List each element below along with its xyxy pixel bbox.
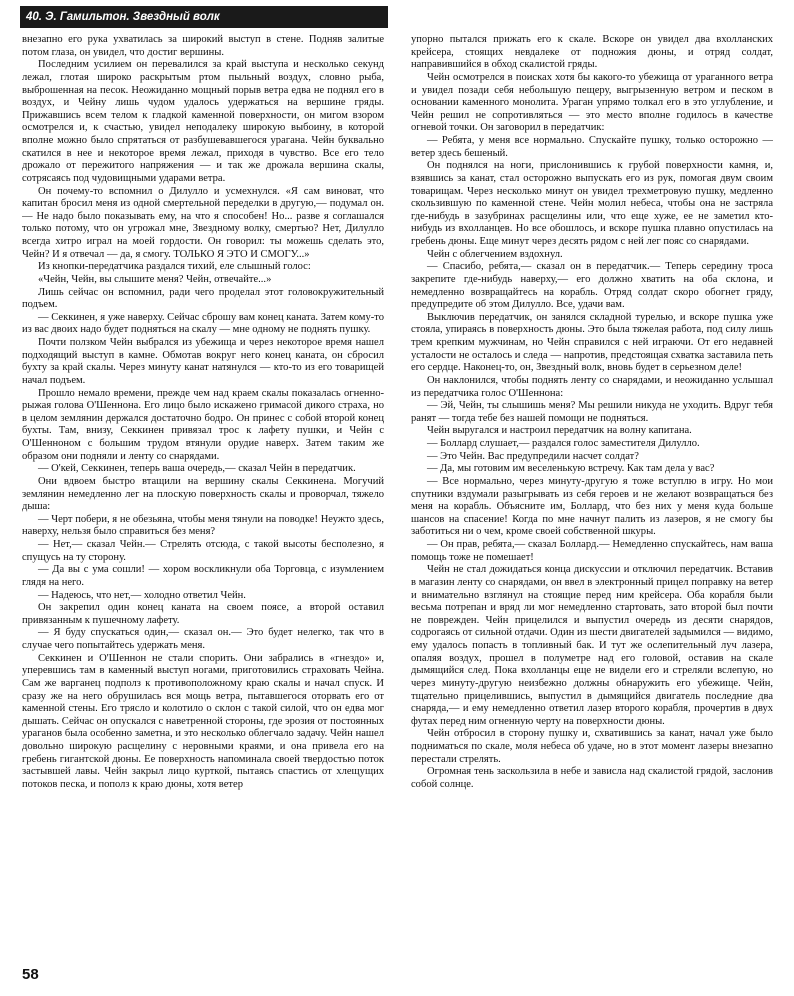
page-number: 58 — [22, 966, 39, 983]
paragraph: «Чейн, Чейн, вы слышите меня? Чейн, отвечайте...» — [38, 273, 272, 285]
paragraph: Чейн не стал дожидаться конца дискуссии и отключил передатчик. Вставив в магазин ленту со снарядами, он ввел в электронный прицел поправку на ветер и внимательно взглянул на стоящие перед ним крейсера. Оба корабля были весьма потрепан и вряд ли мог немедленно стартовать, зато второй был почти не поврежден. Чейн прицелился и выпустил очередь из десяти снарядов, содрогаясь от сильной отдачи. Один из шести двигателей задымился — видимо, ему удалось попасть в топливный бак. И тут же ослепительный луч лазера, опаляя воздух, прошел в полуметре над его головой, оставив на скале дымящийся след. Пока вхолланцы еще не видели его и стреляли вслепую, но через минуту-другую неизбежно должны обнаружить его убежище. Чейн, тщательно прицелившись, выпустил в дымящийся двигатель последние два снаряда,— и ему немедленно ответил лазер второго корабля, прочертив в двух футах перед ним огненную черту на поверхности дюны. — [411, 564, 773, 727]
paragraph: Он закрепил один конец каната на своем поясе, а второй оставил привязанным к пушечному лафету. — [22, 602, 384, 626]
paragraph: — Да, мы готовим им веселенькую встречу. Как там дела у вас? — [427, 463, 715, 475]
paragraph: — Эй, Чейн, ты слышишь меня? Мы решили никуда не уходить. Вдруг тебя ранят — тогда тебе без нашей помощи не подняться. — [411, 400, 773, 424]
paragraph: Чейн отбросил в сторону пушку и, схватившись за канат, начал уже было подниматься по скале, моля небеса об удаче, но в этот момент лазеры внезапно перестали стрелять. — [411, 728, 773, 765]
running-header — [20, 6, 388, 28]
running-header-title: 40. Э. Гамильтон. Звездный волк — [26, 11, 220, 23]
paragraph: Огромная тень заскользила в небе и зависла над скалистой грядой, заслонив собой солнце. — [411, 766, 773, 790]
paragraph: — Ребята, у меня все нормально. Спускайте пушку, только осторожно — ветер здесь бешеный. — [411, 135, 773, 159]
paragraph: — Все нормально, через минуту-другую я тоже вступлю в игру. Но мои спутники вздумали разыгрывать из себя героев и не желают возвращаться без меня на корабль. Объясните им, Боллард, что без них у меня куда больше шансов на спасение! Когда по мне начнут палить из лазеров, я не смогу бы заботиться ни о чем, кроме своей собственной шкуры. — [411, 475, 773, 538]
paragraph: Он почему-то вспомнил о Дилулло и усмехнулся. «Я сам виноват, что капитан бросил меня из одной смертельной переделки в другую,— подумал он.— Не надо было показывать ему, на что я способен! Но... разве я соглашался только потому, что он угрожал мне, Звездному волку, смертью? Нет, Дилулло всегда хитро играл на моей гордости. Он говорил: ты можешь сделать это, Чейн? И я отвечал — да, я смогу. ТОЛЬКО Я ЭТО И СМОГУ...» — [22, 185, 384, 260]
paragraph: Последним усилием он перевалился за край выступа и несколько секунд лежал, глотая широко раскрытым ртом пыльный воздух, словно рыба, выброшенная на песок. Неожиданно мощный порыв ветра едва не поднял его в воздух, и Чейну лишь чудом удалось удержаться на вершине гряды. Прижавшись всем телом к гладкой каменной поверхности, он мигом взором осмотрелся и, к счастью, увидел неподалеку широкую выбоину, в которой вполне можно было спрятаться от разбушевавшегося урагана. Чейн буквально скатился в нее и некоторое время лежал, приходя в чувство. Все его тело дрожало от пережитого напряжения — и так же дрожала вершина скалы, сотрясаясь под чудовищными ударами ветра. — [22, 59, 384, 184]
paragraph: — Надеюсь, что нет,— холодно ответил Чейн. — [38, 589, 246, 601]
paragraph: Чейн с облегчением вздохнул. — [427, 248, 563, 260]
paragraph: — Это Чейн. Вас предупредили насчет солдат? — [427, 450, 639, 462]
paragraph: Он наклонился, чтобы поднять ленту со снарядами, и неожиданно услышал из передатчика голос О'Шеннона: — [411, 374, 773, 399]
paragraph: — Спасибо, ребята,— сказал он в передатчик.— Теперь середину троса закрепите где-нибудь наверху,— его должно хватить на оба склона, и немедленно возвращайтесь на корабль. Отряд солдат скоро обогнет гряду, предупредите об этом Дилулло. Все, удачи вам. — [411, 261, 773, 311]
paragraph: — Нет,— сказал Чейн.— Стрелять отсюда, с такой высоты бесполезно, я спущусь на ту сторону. — [22, 539, 384, 563]
paragraph: внезапно его рука ухватилась за широкий выступ в стене. Подняв залитые потом глаза, он увидел, что достиг вершины. — [22, 34, 384, 58]
paragraph: Чейн осмотрелся в поисках хотя бы какого-то убежища от ураганного ветра и увидел позади себя небольшую пещеру, выгрызенную ветром и песком в основании каменного монолита. Ураган упрямо толкал его в это углубление, и Чейн решил не сопротивляться — это место вполне годилось в качестве огневой точки. Он заговорил в передатчик: — [411, 71, 773, 134]
paragraph: — Секкинен, я уже наверху. Сейчас сброшу вам конец каната. Затем кому-то из вас двоих надо будет подняться на скалу — мне одному не поднять пушку. — [22, 311, 384, 336]
paragraph: Прошло немало времени, прежде чем над краем скалы показалась огненно-рыжая голова О'Шеннона. Его лицо было искажено гримасой дикого страха, но в целом землянин держался достаточно бодро. Он принес с собой второй конец бухты. Там, внизу, Секкинен привязал трос к лафету пушки, и Чейн с О'Шенноном с большим трудом втянули орудие наверх. Затем таким же образом они подняли и ленту со снарядами. — [22, 387, 384, 462]
paragraph: Секкинен и О'Шеннон не стали спорить. Они забрались в «гнездо» и, уперевшись там в каменный выступ ногами, приготовились страховать Чейна. Сам же варганец подполз к противоположному краю скалы и начал спуск. И сразу же на него обрушилась вся мощь ветра, пытавшегося оторвать его от каменной стены. Его трясло и колотило о склон с такой силой, что он едва мог дышать. Сейчас он опускался с наветренной стороны, где эрозия от постоянных ураганов была особенно заметна, и это несколько облегчало задачу. Чейн нашел довольно широкую расщелину с неровными краями, и она привела его на гребень гигантской дюны. Ее поверхность напоминала своей твердостью поток застывшей лавы. Чейн закрыл лицо курткой, пытаясь спастись от хлещущих потоков песка, и пополз к краю дюны, хотя ветер — [22, 652, 384, 790]
paragraph: Выключив передатчик, он занялся складной турелью, и вскоре пушка уже стояла, упираясь в поверхность дюны. Это была тяжелая работа, под силу лишь трем крепким мужчинам, но Чейн справился с ней играючи. От его недавней усталости не осталось и следа — напротив, предстоящая схватка заставила петь его сердце. Наконец-то, он, Звездный волк, вновь будет в серьезном деле! — [411, 311, 773, 374]
paragraph: — Боллард слушает,— раздался голос заместителя Дилулло. — [427, 438, 700, 449]
paragraph: — Я буду спускаться один,— сказал он.— Это будет нелегко, так что в случае чего попытайтесь удержать меня. — [22, 627, 384, 651]
paragraph: Чейн выругался и настроил передатчик на волну капитана. — [427, 425, 692, 437]
left-column — [22, 34, 384, 956]
right-column — [411, 34, 773, 956]
paragraph: Почти ползком Чейн выбрался из убежища и через некоторое время нашел подходящий выступ в камне. Обмотав вокруг него конец каната, он сбросил бухту за край скалы. Через минуту канат натянулся — кто-то из его товарищей начал подъем. — [22, 337, 384, 386]
paragraph: Он поднялся на ноги, прислонившись к грубой поверхности камня, и, взявшись за канат, стал осторожно выпускать его из рук, помогая двум своим товарищам. Через несколько минут он увидел трехметровую пушку, медленно скользившую по каменной стене. Чейн молил небеса, чтобы она не застряла где-нибудь в зазубринах расщелины или, что еще хуже, ее не заметил кто-нибудь из вхолланцев. Но все обошлось, и вскоре пушка плавно опустилась на гребень дюны. Еще минут через десять рядом с ней лег пояс со снарядами. — [411, 160, 773, 247]
paragraph: Они вдвоем быстро втащили на вершину скалы Секкинена. Могучий землянин немедленно лег на плоскую поверхность скалы и проворчал, тяжело дыша: — [22, 475, 384, 513]
paragraph: — Он прав, ребята,— сказал Боллард.— Немедленно спускайтесь, нам ваша помощь тоже не помешает! — [411, 539, 773, 563]
paragraph: — О'кей, Секкинен, теперь ваша очередь,— сказал Чейн в передатчик. — [38, 463, 356, 475]
paragraph: Лишь сейчас он вспомнил, ради чего проделал этот головокружительный подъем. — [22, 286, 384, 311]
paragraph: упорно пытался прижать его к скале. Вскоре он увидел два вхолланских крейсера, стоящих невдалеке от подножия дюны, и отряд солдат, направившийся в обход скалистой гряды. — [411, 34, 773, 71]
paragraph: — Да вы с ума сошли! — хором воскликнули оба Торговца, с изумлением глядя на него. — [22, 564, 384, 588]
paragraph: Из кнопки-передатчика раздался тихий, еле слышный голос: — [38, 261, 311, 273]
paragraph: — Черт побери, я не обезьяна, чтобы меня тянули на поводке! Неужто здесь, наверху, нельзя было справиться без меня? — [22, 513, 384, 538]
